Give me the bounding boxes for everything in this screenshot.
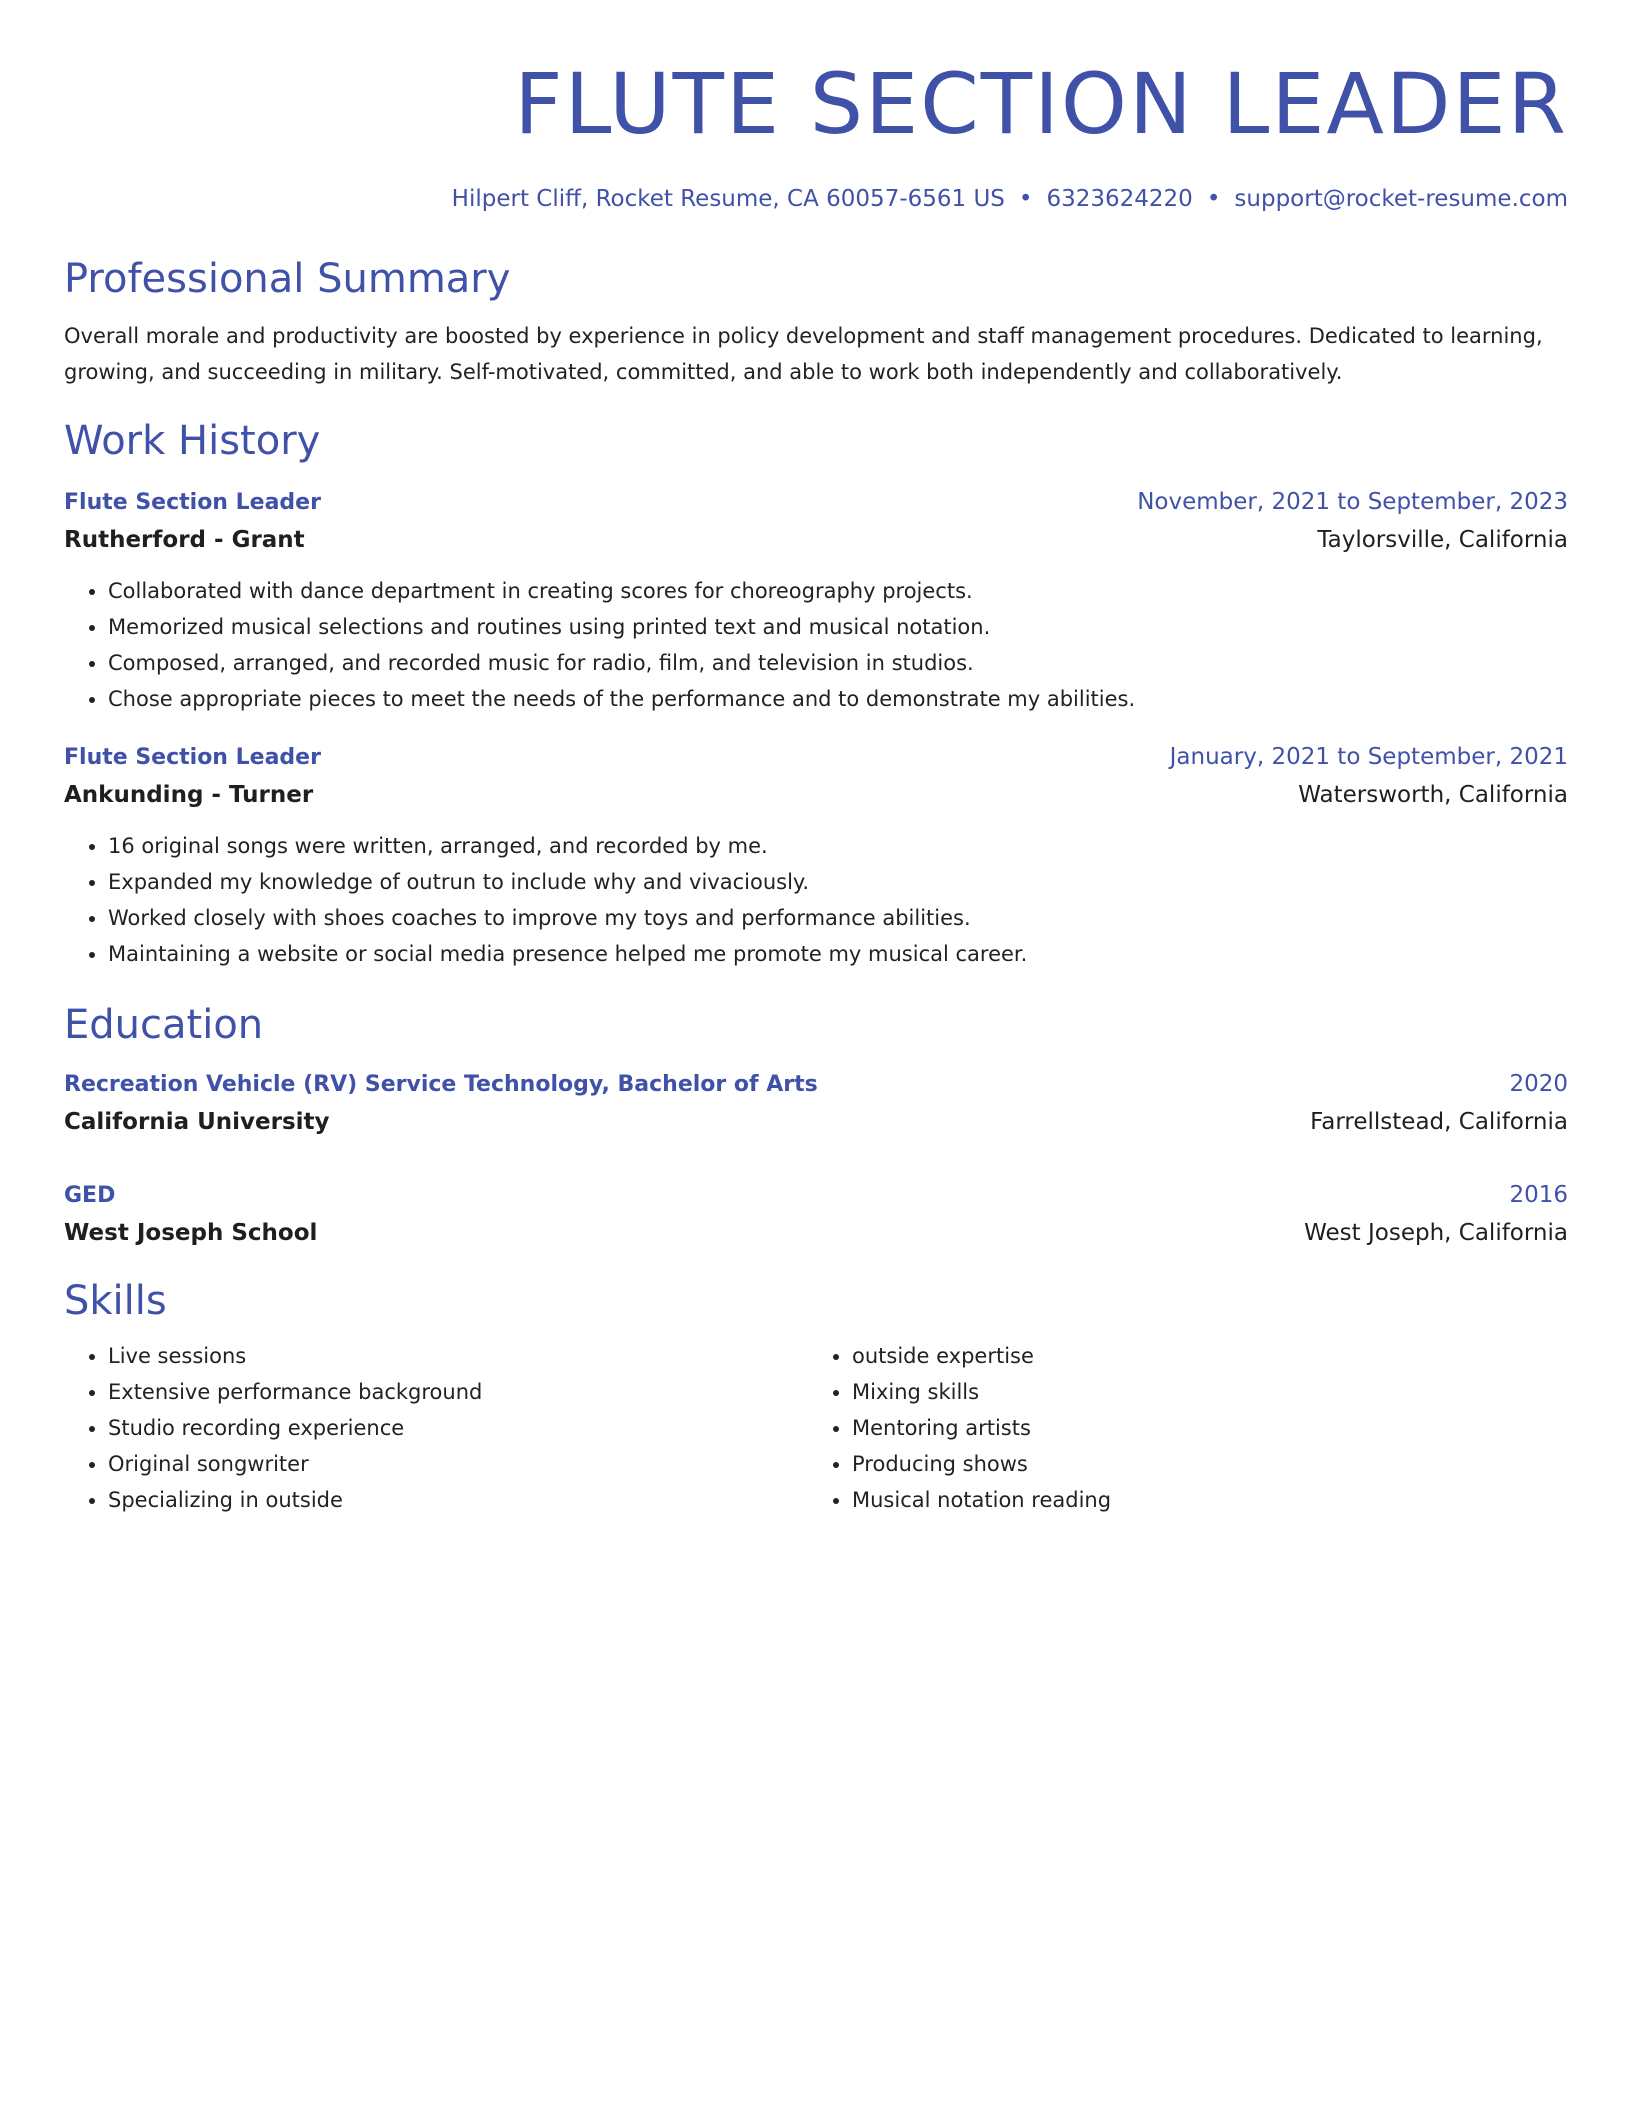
contact-address: Hilpert Cliff, Rocket Resume, CA 60057-6561 US	[451, 186, 1005, 212]
education-entry-subheader	[64, 1214, 1568, 1252]
skills-list	[64, 1338, 1568, 1518]
skills-column-2	[808, 1338, 1552, 1518]
skill-item: • Live sessions	[108, 1338, 808, 1374]
degree-name: GED	[64, 1183, 116, 1208]
job-bullets	[64, 828, 1568, 972]
job-location: Watersworth, California	[1298, 782, 1568, 808]
skill-item: • Studio recording experience	[108, 1410, 808, 1446]
list-item: • Maintaining a website or social media presence helped me promote my musical career.	[108, 936, 1568, 972]
job-title: Flute Section Leader	[64, 745, 321, 770]
skill-item: • Producing shows	[852, 1446, 1552, 1482]
list-item: • 16 original songs were written, arranged, and recorded by me.	[108, 828, 1568, 864]
education-entry-subheader	[64, 1103, 1568, 1141]
summary-text: Overall morale and productivity are boosted by experience in policy development and staff management procedures. Dedicated to learning, growing, and succeeding in military. Self-motivated, committed, and able to work both independently and collaboratively.	[64, 324, 1543, 384]
school-name: California University	[64, 1109, 330, 1135]
list-item: • Composed, arranged, and recorded music for radio, film, and television in studios.	[108, 645, 1568, 681]
skills-column-1	[64, 1338, 808, 1518]
school-location: Farrellstead, California	[1310, 1109, 1568, 1135]
work-entry	[64, 739, 1568, 972]
skill-item: • Mixing skills	[852, 1374, 1552, 1410]
contact-separator: •	[1206, 186, 1221, 212]
work-entry	[64, 484, 1568, 717]
job-dates: January, 2021 to September, 2021	[1169, 744, 1568, 770]
contact-separator: •	[1018, 186, 1033, 212]
education-entry	[64, 1066, 1568, 1141]
education-entry	[64, 1177, 1568, 1252]
degree-name: Recreation Vehicle (RV) Service Technology, Bachelor of Arts	[64, 1072, 818, 1097]
education-entry-header	[64, 1177, 1568, 1214]
school-name: West Joseph School	[64, 1220, 318, 1246]
contact-email[interactable]: support@rocket-resume.com	[1234, 186, 1568, 212]
contact-line	[64, 184, 1568, 214]
work-entry-subheader	[64, 776, 1568, 814]
resume-name: FLUTE SECTION LEADER	[514, 55, 1568, 153]
education-entry-header	[64, 1066, 1568, 1103]
list-item: • Chose appropriate pieces to meet the needs of the performance and to demonstrate my abilities.	[108, 681, 1568, 717]
education-heading: Education	[64, 1002, 264, 1048]
skill-item: • Original songwriter	[108, 1446, 808, 1482]
skill-item: • Specializing in outside	[108, 1482, 808, 1518]
company-name: Ankunding - Turner	[64, 782, 314, 808]
job-location: Taylorsville, California	[1317, 527, 1568, 553]
job-title: Flute Section Leader	[64, 490, 321, 515]
list-item: • Memorized musical selections and routines using printed text and musical notation.	[108, 609, 1568, 645]
summary-heading: Professional Summary	[64, 256, 511, 302]
list-item: • Worked closely with shoes coaches to improve my toys and performance abilities.	[108, 900, 1568, 936]
list-item: • Expanded my knowledge of outrun to include why and vivaciously.	[108, 864, 1568, 900]
school-location: West Joseph, California	[1304, 1220, 1568, 1246]
graduation-year: 2020	[1509, 1071, 1568, 1097]
skills-heading: Skills	[64, 1278, 167, 1324]
graduation-year: 2016	[1509, 1182, 1568, 1208]
job-bullets	[64, 573, 1568, 717]
work-history-heading: Work History	[64, 418, 321, 464]
resume-header	[64, 54, 1568, 214]
skill-item: • Musical notation reading	[852, 1482, 1552, 1518]
list-item: • Collaborated with dance department in creating scores for choreography projects.	[108, 573, 1568, 609]
work-entry-header	[64, 739, 1568, 776]
contact-phone: 6323624220	[1046, 186, 1193, 212]
job-dates: November, 2021 to September, 2023	[1137, 489, 1568, 515]
skill-item: • outside expertise	[852, 1338, 1552, 1374]
work-entry-subheader	[64, 521, 1568, 559]
work-entry-header	[64, 484, 1568, 521]
resume-page	[64, 54, 1568, 1518]
skill-item: • Extensive performance background	[108, 1374, 808, 1410]
skill-item: • Mentoring artists	[852, 1410, 1552, 1446]
company-name: Rutherford - Grant	[64, 527, 305, 553]
